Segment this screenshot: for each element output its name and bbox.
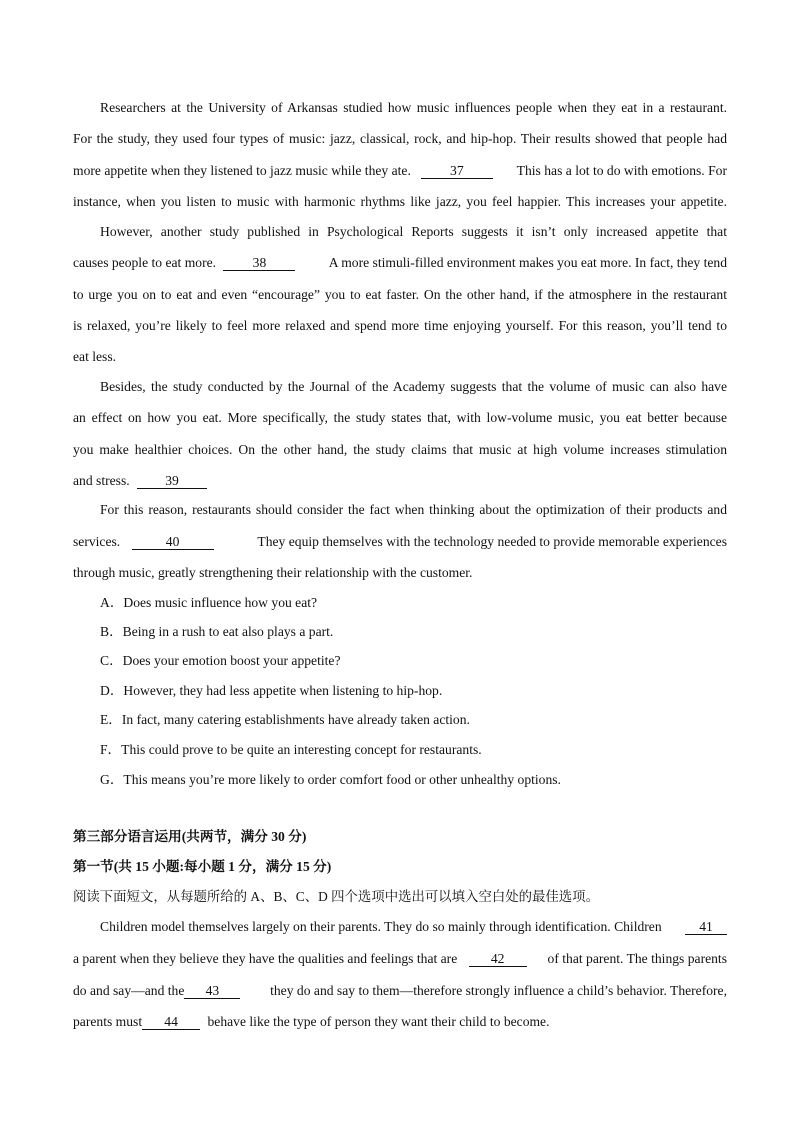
blank-37[interactable]: 37 (421, 164, 493, 179)
blank-39[interactable]: 39 (137, 474, 207, 489)
p2-line-2-text-a: causes people to eat more. (73, 255, 217, 270)
p4-line-2-text-b: They equip themselves with the technology needed to provide memorable experiences (257, 534, 727, 549)
option-a[interactable]: A．Does music influence how you eat? (100, 595, 318, 610)
p4-line-3: through music, greatly strengthening their relationship with the customer. (73, 565, 473, 580)
s3-line-4 (73, 1015, 550, 1030)
option-b[interactable]: B．Being in a rush to eat also plays a part. (100, 624, 334, 639)
option-d[interactable]: D．However, they had less appetite when listening to hip-hop. (100, 683, 443, 698)
option-c[interactable]: C．Does your emotion boost your appetite? (100, 653, 341, 668)
s3-line-3-text-b: they do and say to them—therefore strongly influence a child’s behavior. Therefore, (270, 983, 727, 998)
p1-line-2: For the study, they used four types of music: jazz, classical, rock, and hip-hop. Their results showed that people had (73, 131, 727, 146)
option-g[interactable]: G．This means you’re more likely to order comfort food or other unhealthy options. (100, 772, 561, 787)
blank-42[interactable]: 42 (469, 952, 527, 967)
p4-line-2 (73, 535, 727, 550)
p3-line-4-text-a: and stress. (73, 473, 130, 488)
p1-line-3-text-a: more appetite when they listened to jazz music while they ate. (73, 163, 411, 178)
p1-line-4: instance, when you listen to music with harmonic rhythms like jazz, you feel happier. This increases your appetite. (73, 194, 727, 209)
option-e[interactable]: E．In fact, many catering establishments have already taken action. (100, 712, 470, 727)
blank-44[interactable]: 44 (142, 1015, 200, 1030)
p3-line-4 (73, 474, 207, 489)
p4-line-2-text-a: services. (73, 534, 121, 549)
p2-line-1: However, another study published in Psychological Reports suggests it isn’t only increased appetite that (100, 224, 727, 239)
option-f[interactable]: F．This could prove to be quite an interesting concept for restaurants. (100, 742, 482, 757)
s3-line-4-text-b: behave like the type of person they want their child to become. (207, 1014, 550, 1029)
p2-line-2-text-b: A more stimuli-filled environment makes you eat more. In fact, they tend (328, 255, 727, 270)
p3-line-1: Besides, the study conducted by the Journal of the Academy suggests that the volume of music can also have (100, 379, 727, 394)
p2-line-4: is relaxed, you’re likely to feel more relaxed and spend more time enjoying yourself. For this reason, you’ll tend to (73, 318, 727, 333)
p4-line-1: For this reason, restaurants should consider the fact when thinking about the optimization of their products and (100, 502, 727, 517)
blank-40[interactable]: 40 (132, 535, 214, 550)
s3-line-3 (73, 984, 727, 999)
s3-line-1 (100, 920, 727, 935)
s3-line-1-text-a: Children model themselves largely on their parents. They do so mainly through identification. Children (100, 919, 662, 934)
p1-line-3-rest (411, 164, 727, 179)
p1-line-1: Researchers at the University of Arkansas studied how music influences people when they eat in a restaurant. (100, 100, 727, 115)
p3-line-2: an effect on how you eat. More specifically, the study states that, with low-volume music, you eat better because (73, 410, 727, 425)
p3-line-3: you make healthier choices. On the other hand, the study claims that music at high volume increases stimulation (73, 442, 727, 457)
blank-38[interactable]: 38 (223, 256, 295, 271)
section-subtitle: 第一节(共 15 小题:每小题 1 分，满分 15 分) (73, 859, 332, 874)
s3-line-2-text-a: a parent when they believe they have the qualities and feelings that are (73, 951, 458, 966)
p1-line-3 (73, 164, 727, 179)
section-title: 第三部分语言运用(共两节，满分 30 分) (73, 829, 307, 844)
s3-line-2-text-b: of that parent. The things parents (547, 951, 727, 966)
s3-line-2 (73, 952, 727, 967)
p2-line-2 (73, 256, 727, 271)
s3-line-4-text-a: parents must (73, 1014, 143, 1029)
p1-line-3-text-b: This has a lot to do with emotions. For (516, 163, 727, 178)
section-instruction: 阅读下面短文，从每题所给的 A、B、C、D 四个选项中选出可以填入空白处的最佳选项。 (73, 889, 599, 904)
p2-line-3: to urge you on to eat and even “encourage” you to eat faster. On the other hand, if the atmosphere in the restaurant (73, 287, 727, 302)
blank-43[interactable]: 43 (184, 984, 240, 999)
p2-line-5: eat less. (73, 349, 117, 364)
s3-line-3-text-a: do and say—and the (73, 983, 185, 998)
blank-41[interactable]: 41 (685, 920, 727, 935)
